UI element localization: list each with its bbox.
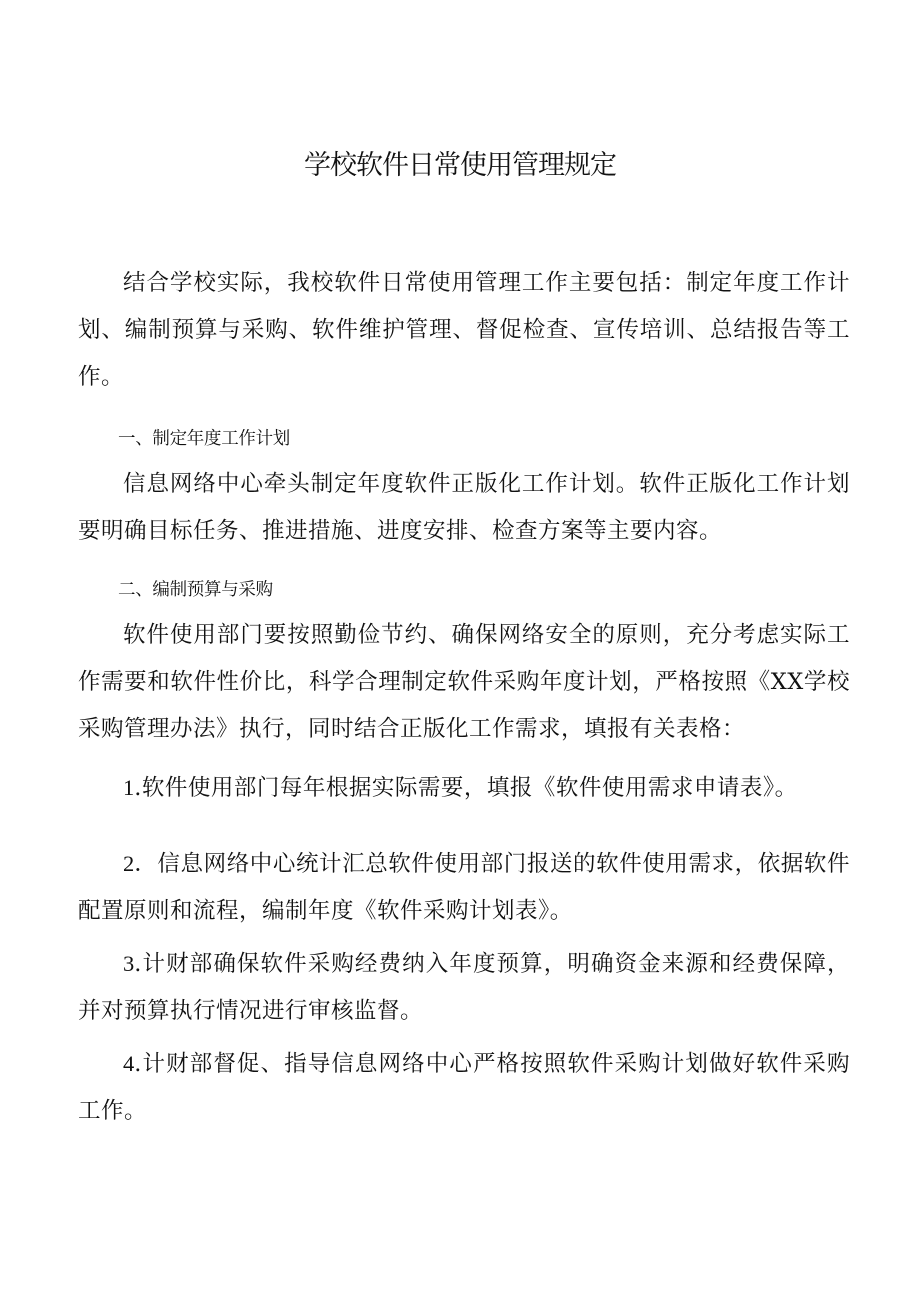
intro-paragraph: 结合学校实际，我校软件日常使用管理工作主要包括：制定年度工作计划、编制预算与采购、软件维护管理、督促检查、宣传培训、总结报告等工作。 [78, 270, 850, 390]
section-body-budget-procurement: 软件使用部门要按照勤俭节约、确保网络安全的原则，充分考虑实际工作需要和软件性价比，科学合理制定软件采购年度计划，严格按照《XX学校采购管理办法》执行，同时结合正版化工作需求，填报有关表格： [78, 622, 850, 742]
list-item-text: .计财部督促、指导信息网络中心严格按照软件采购计划做好软件采购工作。 [78, 1051, 850, 1124]
list-item-text: .软件使用部门每年根据实际需要，填报《软件使用需求申请表》。 [134, 775, 798, 801]
document-title: 学校软件日常使用管理规定 [304, 150, 616, 181]
section-heading-annual-plan: 一、制定年度工作计划 [118, 429, 290, 449]
list-item-number: 4 [123, 1051, 135, 1076]
list-item-text: ．信息网络中心统计汇总软件使用部门报送的软件使用需求，依据软件配置原则和流程，编制年度《软件采购计划表》。 [78, 851, 850, 924]
section-heading-budget-procurement: 二、编制预算与采购 [118, 580, 273, 600]
section-body-annual-plan: 信息网络中心牵头制定年度软件正版化工作计划。软件正版化工作计划要明确目标任务、推进措施、进度安排、检查方案等主要内容。 [78, 471, 850, 544]
list-item-number: 3 [123, 951, 135, 976]
list-item-2 [78, 840, 850, 935]
list-item-3 [78, 940, 850, 1035]
list-item-number: 2 [123, 851, 135, 876]
list-item-number: 1 [123, 775, 135, 800]
list-item-4 [78, 1040, 850, 1135]
list-item-1 [78, 764, 850, 812]
list-item-text: .计财部确保软件采购经费纳入年度预算，明确资金来源和经费保障，并对预算执行情况进行审核监督。 [78, 951, 850, 1024]
